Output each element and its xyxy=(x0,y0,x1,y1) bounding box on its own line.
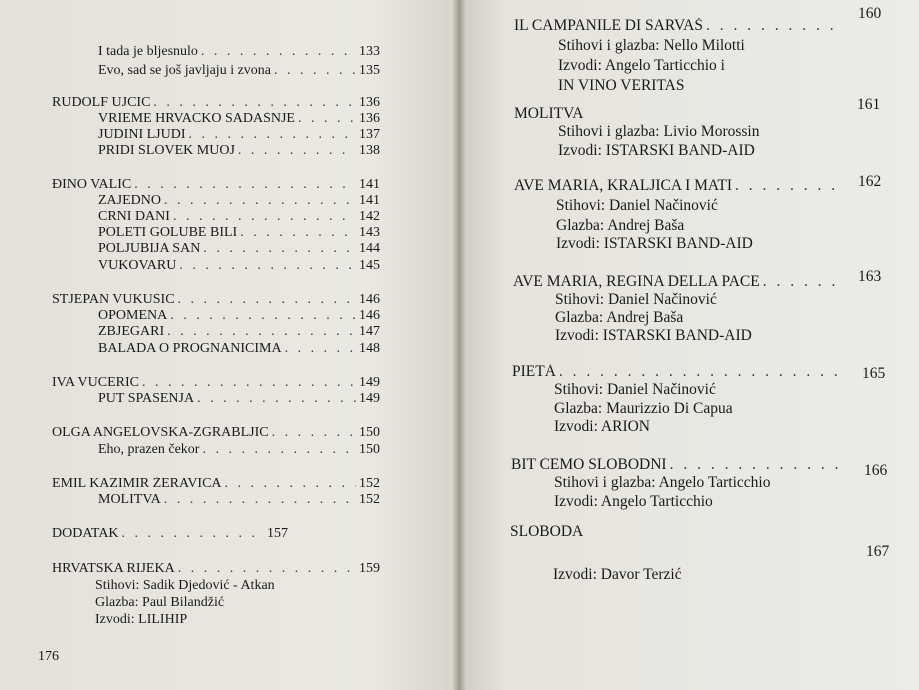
toc-row xyxy=(52,562,380,576)
toc-row xyxy=(98,64,380,78)
leader-dots xyxy=(285,342,356,356)
toc-row xyxy=(514,106,840,122)
toc-page: 165 xyxy=(862,365,886,382)
toc-title: POLJUBIJA SAN xyxy=(98,242,201,256)
toc-author: IVA VUČERIĆ xyxy=(52,376,140,390)
toc-title: HRVATSKA RIJEKA xyxy=(52,562,175,576)
toc-page: 162 xyxy=(858,173,882,190)
leader-dots xyxy=(122,527,264,541)
leader-dots xyxy=(586,106,837,110)
toc-row xyxy=(98,493,380,507)
credit-line: Izvodi: ARION xyxy=(554,418,651,435)
toc-title: JUDINI LJUDI xyxy=(98,128,186,142)
leader-dots xyxy=(763,274,836,290)
leader-dots xyxy=(274,64,356,78)
toc-page: 141 xyxy=(359,178,380,192)
toc-page: 159 xyxy=(359,562,380,576)
toc-page: 145 xyxy=(359,259,380,273)
toc-page: 160 xyxy=(858,5,882,22)
toc-row xyxy=(52,178,380,192)
toc-row xyxy=(52,376,380,390)
credit-line: Stihovi: Sadik Djedović - Atkan xyxy=(95,578,275,593)
toc-title: SLOBODA xyxy=(510,524,584,540)
toc-title: POLETI GOLUBE BILI xyxy=(98,226,238,240)
credit-line: Izvodi: ISTARSKI BAND-AID xyxy=(555,327,752,344)
toc-row xyxy=(98,242,380,256)
leader-dots xyxy=(225,477,356,491)
credit-line: Izvodi: Angelo Tarticchio i xyxy=(558,57,725,74)
leader-dots xyxy=(670,457,838,473)
toc-row xyxy=(98,325,380,339)
leader-dots xyxy=(179,259,356,273)
toc-title: I tada je bljesnulo xyxy=(98,45,198,59)
toc-row xyxy=(52,477,380,491)
leader-dots xyxy=(272,426,356,440)
toc-page: 148 xyxy=(359,342,380,356)
leader-dots xyxy=(189,128,357,142)
toc-page: 133 xyxy=(359,45,380,59)
leader-dots xyxy=(134,178,356,192)
leader-dots xyxy=(240,226,356,240)
toc-author: OLGA ANGELOVSKA-ZGRABLJIĆ xyxy=(52,426,269,440)
toc-row xyxy=(512,364,840,380)
toc-section: DODATAK xyxy=(52,527,119,541)
leader-dots xyxy=(586,536,841,540)
toc-author: STJEPAN VUKUŠIĆ xyxy=(52,293,175,307)
leader-dots xyxy=(178,293,356,307)
toc-row xyxy=(513,274,839,290)
toc-page: 135 xyxy=(359,64,380,78)
toc-title: Evo, sad se još javljaju i zvona xyxy=(98,64,272,78)
leader-dots xyxy=(167,325,356,339)
credit-line: Glazba: Andrej Baša xyxy=(556,217,685,234)
leader-dots xyxy=(298,112,356,126)
toc-page: 137 xyxy=(359,128,380,142)
leader-dots xyxy=(170,309,356,323)
toc-title: ZAJEDNO xyxy=(98,194,161,208)
credit-line: Stihovi: Daniel Načinović xyxy=(554,381,716,398)
toc-page: 143 xyxy=(359,226,380,240)
credit-line: Glazba: Paul Bilandžić xyxy=(95,595,225,610)
toc-page: 157 xyxy=(267,527,288,541)
toc-title: PUT SPASENJA xyxy=(98,392,195,406)
toc-author: RUDOLF UJČIĆ xyxy=(52,96,151,110)
credit-line: Izvodi: LILIHIP xyxy=(95,612,188,627)
leader-dots xyxy=(142,376,356,390)
toc-page: 166 xyxy=(864,462,888,479)
toc-page: 147 xyxy=(359,325,380,339)
leader-dots xyxy=(178,562,356,576)
toc-title: Eho, prazen čekor xyxy=(98,443,200,457)
leader-dots xyxy=(197,392,356,406)
leader-dots xyxy=(201,45,356,59)
leader-dots xyxy=(706,18,837,34)
toc-title: BIT ĆEMO SLOBODNI xyxy=(511,457,667,473)
toc-page: 150 xyxy=(359,426,380,440)
page-number: 176 xyxy=(38,649,59,664)
credit-line: Izvodi: Davor Terzić xyxy=(553,566,682,583)
credit-line: Stihovi: Daniel Načinović xyxy=(556,197,718,214)
left-page xyxy=(0,0,458,690)
toc-row xyxy=(98,45,380,59)
toc-page: 161 xyxy=(857,96,881,113)
toc-title: AVE MARIA, KRALJICA I MATI xyxy=(514,178,733,194)
credit-line: Izvodi: Angelo Tarticchio xyxy=(554,493,713,510)
leader-dots xyxy=(238,144,356,158)
credit-line: IN VINO VERITAS xyxy=(558,77,685,94)
leader-dots xyxy=(559,364,837,380)
toc-row xyxy=(98,128,380,142)
toc-page: 136 xyxy=(359,112,380,126)
toc-page: 150 xyxy=(359,443,380,457)
leader-dots xyxy=(202,443,356,457)
toc-author: ĐINO VALIĆ xyxy=(52,178,132,192)
toc-page: 142 xyxy=(359,210,380,224)
toc-title: IL CAMPANILE DI SARVAŠ xyxy=(514,18,703,34)
leader-dots xyxy=(203,242,356,256)
toc-row xyxy=(98,144,380,158)
toc-row xyxy=(98,210,380,224)
leader-dots xyxy=(735,178,837,194)
toc-title: MOLITVA xyxy=(98,493,161,507)
toc-title: PRIDI ŠLOVEK MUOJ xyxy=(98,144,235,158)
toc-author: EMIL KAZIMIR ŽERAVICA xyxy=(52,477,222,491)
credit-line: Stihovi: Daniel Načinović xyxy=(555,291,717,308)
toc-page: 141 xyxy=(359,194,380,208)
credit-line: Stihovi i glazba: Livio Morossin xyxy=(558,123,760,140)
toc-title: VRIEME HRVACKO SADAŠNJE xyxy=(98,112,295,126)
toc-page: 136 xyxy=(359,96,380,110)
right-page xyxy=(458,0,919,690)
credit-line: Glazba: Andrej Baša xyxy=(555,309,684,326)
toc-page: 163 xyxy=(858,268,882,285)
toc-row xyxy=(52,96,380,110)
toc-page: 149 xyxy=(359,392,380,406)
toc-row xyxy=(98,443,380,457)
toc-page: 149 xyxy=(359,376,380,390)
toc-title: ZBJEGARI xyxy=(98,325,165,339)
credit-line: Stihovi i glazba: Nello Milotti xyxy=(558,37,745,54)
leader-dots xyxy=(173,210,356,224)
toc-title: PIETÀ xyxy=(512,364,556,380)
toc-row xyxy=(514,178,840,194)
toc-page: 167 xyxy=(866,543,890,560)
toc-row xyxy=(52,527,288,541)
leader-dots xyxy=(164,493,356,507)
toc-row xyxy=(98,194,380,208)
toc-title: AVE MARIA, REGINA DELLA PACE xyxy=(513,274,760,290)
toc-row xyxy=(510,524,844,540)
toc-page: 146 xyxy=(359,293,380,307)
toc-row xyxy=(98,392,380,406)
credit-line: Izvodi: ISTARSKI BAND-AID xyxy=(556,235,753,252)
credit-line: Glazba: Maurizzio Di Capua xyxy=(554,400,733,417)
toc-row xyxy=(98,259,380,273)
book-gutter xyxy=(452,0,466,690)
toc-page: 144 xyxy=(359,242,380,256)
leader-dots xyxy=(164,194,356,208)
toc-page: 146 xyxy=(359,309,380,323)
toc-page: 152 xyxy=(359,493,380,507)
toc-title: VUKOVARU xyxy=(98,259,177,273)
toc-page: 138 xyxy=(359,144,380,158)
credit-line: Izvodi: ISTARSKI BAND-AID xyxy=(558,142,755,159)
toc-row xyxy=(98,226,380,240)
toc-title: MOLITVA xyxy=(514,106,584,122)
toc-row xyxy=(98,112,380,126)
toc-row xyxy=(52,426,380,440)
leader-dots xyxy=(153,96,356,110)
toc-page: 152 xyxy=(359,477,380,491)
toc-title: OPOMENA xyxy=(98,309,168,323)
toc-title: CRNI DANI xyxy=(98,210,170,224)
credit-line: Stihovi i glazba: Angelo Tarticchio xyxy=(554,474,771,491)
toc-row xyxy=(98,309,380,323)
toc-row xyxy=(511,457,841,473)
toc-row xyxy=(98,342,380,356)
toc-row xyxy=(514,18,840,34)
toc-title: BALADA O PROGNANICIMA xyxy=(98,342,282,356)
toc-row xyxy=(52,293,380,307)
